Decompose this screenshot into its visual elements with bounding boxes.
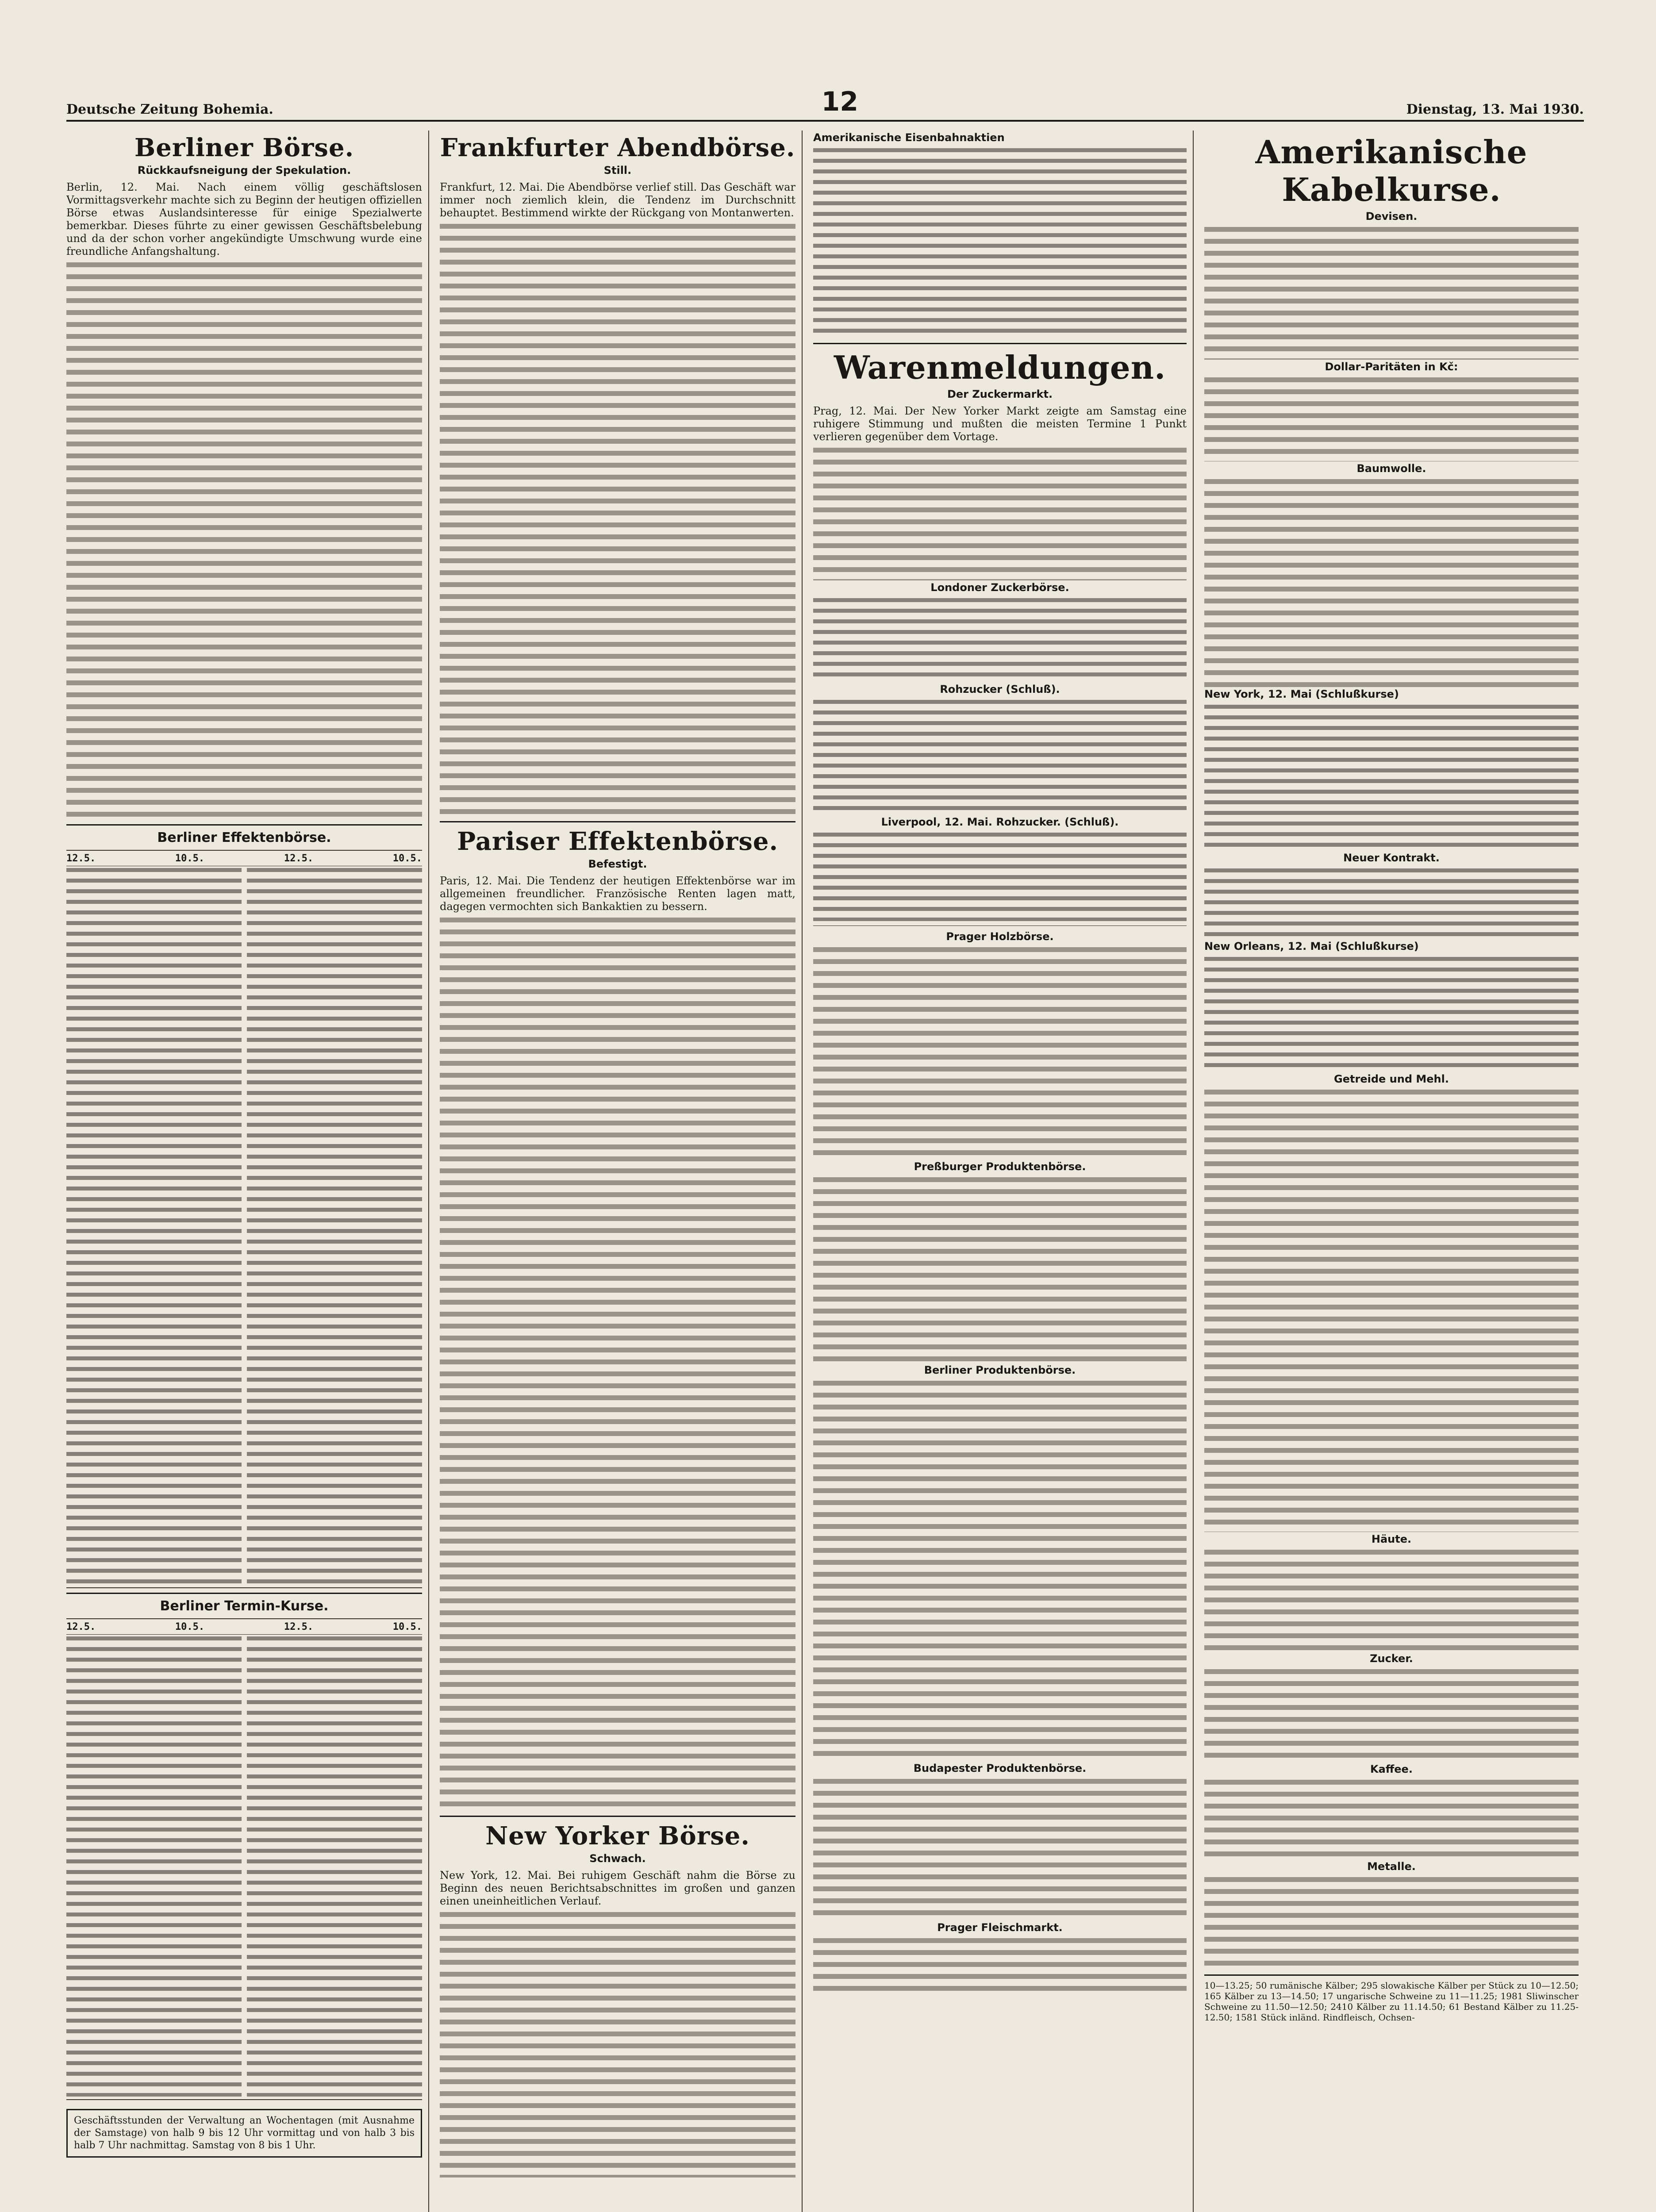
price-table (1204, 868, 1579, 939)
article-body (813, 1779, 1187, 1920)
table-header (66, 853, 422, 866)
section-title-new-yorker: New Yorker Börse. (485, 1821, 750, 1851)
railroad-stock-list (813, 148, 1187, 338)
col-date: 12.5. (66, 1621, 96, 1632)
article-body (1204, 1669, 1579, 1762)
table-rows-right (247, 1636, 422, 2097)
article-body (1204, 1780, 1579, 1859)
subsection-title: New Orleans, 12. Mai (Schlußkurse) (1204, 940, 1419, 952)
article-body (813, 448, 1187, 580)
subsection-title: Kaffee. (1370, 1763, 1413, 1775)
article-lead: New York, 12. Mai. Bei ruhigem Geschäft nahm die Börse zu Beginn des neuen Berichtsabschnittes im großen und ganzen einen uneinheitlichen Verlauf. (440, 1869, 795, 1907)
article-body (813, 1938, 1187, 1991)
table-rows-left (66, 868, 242, 1585)
table-rows-left (66, 1636, 242, 2097)
article-lead: Paris, 12. Mai. Die Tendenz der heutigen Effektenbörse war im allgemeinen freundlicher. Französische Renten lagen matt, dagegen vermochten sich Bankaktien zu bessern. (440, 875, 795, 913)
subsection-title: Berliner Produktenbörse. (924, 1364, 1076, 1376)
price-table (813, 598, 1187, 682)
table-title-termin: Berliner Termin-Kurse. (160, 1598, 329, 1614)
col-date: 10.5. (175, 853, 205, 864)
price-table (1204, 957, 1579, 1072)
article-lead: Berlin, 12. Mai. Nach einem völlig geschäftslosen Vormittagsverkehr machte sich zu Beginn der heutigen offiziellen Börse etwas Auslandsinteresse für einige Spezialwerte bemerkbar. Dieses führte zu einer gewissen Geschäftsbelebung und da der schon vorher angekündigte Umschwung wurde eine freundliche Anfangshaltung. (66, 181, 422, 257)
newspaper-page (66, 86, 1584, 2212)
subsection-title: Baumwolle. (1356, 462, 1426, 475)
table-rows-right (247, 868, 422, 1585)
article-body (813, 1381, 1187, 1761)
article-body (1204, 377, 1579, 461)
article-body (813, 947, 1187, 1160)
article-lead: Frankfurt, 12. Mai. Die Abendbörse verlief still. Das Geschäft war immer noch ziemlich klein, die Tendenz im Durchschnitt behauptet. Bestimmend wirkte der Rückgang von Montanwerten. (440, 181, 795, 219)
subsection-title: Budapester Produktenbörse. (913, 1762, 1087, 1774)
livestock-report: 10—13.25; 50 rumänische Kälber; 295 slowakische Kälber per Stück zu 10—12.50; 165 Kälber zu 13—14.50; 17 ungarische Schweine zu 11—11.25; 1981 Sliwinscher Schweine zu 11.50—12.50; 2410 Kälber zu 11.14.50; 61 Bestand Kälber zu 11.25-12.50; 1581 Stück inländ. Rindfleisch, Ochsen- (1204, 1980, 1579, 2023)
subsection-title: Dollar-Paritäten in Kč: (1325, 361, 1458, 373)
article-body (1204, 1090, 1579, 1532)
section-title-warenmeldungen: Warenmeldungen. (834, 349, 1166, 386)
col-date: 10.5. (175, 1621, 205, 1632)
section-subtitle: Befestigt. (588, 858, 647, 870)
article-body (440, 1912, 795, 2177)
office-hours-notice: Geschäftsstunden der Verwaltung an Wochentagen (mit Ausnahme der Samstage) von halb 9 bis 12 Uhr vormittag und von halb 3 bis halb 7 Uhr nachmittag. Samstag von 8 bis 1 Uhr. (66, 2109, 422, 2158)
column-2 (440, 131, 803, 2212)
section-subtitle: Schwach. (589, 1852, 646, 1865)
column-1 (66, 131, 429, 2212)
article-body (1204, 479, 1579, 687)
issue-date: Dienstag, 13. Mai 1930. (1406, 102, 1584, 117)
table-title-effekten: Berliner Effektenbörse. (157, 830, 331, 845)
subsection-title: Liverpool, 12. Mai. Rohzucker. (Schluß). (881, 816, 1119, 828)
section-subtitle: Amerikanische Eisenbahnaktien (813, 131, 1005, 144)
columns (66, 131, 1584, 2212)
price-table (813, 833, 1187, 921)
section-subtitle: Rückkaufsneigung der Spekulation. (137, 164, 351, 177)
article-body (1204, 1877, 1579, 1970)
subsection-title: Metalle. (1367, 1860, 1416, 1873)
subsection-title: Häute. (1371, 1533, 1412, 1545)
section-title-frankfurter: Frankfurter Abendbörse. (440, 133, 795, 162)
section-subtitle: Still. (603, 164, 632, 177)
subsection-title: Getreide und Mehl. (1334, 1073, 1449, 1085)
section-subtitle: Devisen. (1365, 210, 1418, 223)
table-header (66, 1622, 422, 1635)
subsection-title: Preßburger Produktenbörse. (914, 1160, 1086, 1173)
subsection-title: Prager Fleischmarkt. (937, 1921, 1063, 1934)
col-date: 10.5. (392, 1621, 422, 1632)
subsection-title: Londoner Zuckerbörse. (930, 581, 1069, 594)
col-date: 12.5. (284, 1621, 314, 1632)
masthead (66, 86, 1584, 122)
subsection-title: Rohzucker (Schluß). (940, 683, 1060, 695)
article-body (440, 918, 795, 1811)
col-date: 12.5. (284, 853, 314, 864)
article-body (813, 1177, 1187, 1363)
article-lead: Prag, 12. Mai. Der New Yorker Markt zeigte am Samstag eine ruhigere Stimmung und mußten die meisten Termine 1 Punkt verlieren gegenüber dem Vortage. (813, 405, 1187, 443)
section-title-berliner-boerse: Berliner Börse. (134, 133, 354, 162)
subsection-title: New York, 12. Mai (Schlußkurse) (1204, 688, 1399, 700)
article-body (1204, 227, 1579, 360)
column-4 (1204, 131, 1585, 2212)
page-number: 12 (821, 86, 858, 117)
section-subtitle: Der Zuckermarkt. (947, 388, 1053, 400)
section-title-kabelkurse: Amerikanische Kabelkurse. (1255, 133, 1528, 208)
col-date: 10.5. (392, 853, 422, 864)
termin-table (66, 1618, 422, 2100)
col-date: 12.5. (66, 853, 96, 864)
effekten-table (66, 850, 422, 1588)
price-table (813, 700, 1187, 815)
article-body (66, 262, 422, 820)
article-body (1204, 1550, 1579, 1651)
section-title-pariser: Pariser Effektenbörse. (457, 827, 778, 856)
price-table (1204, 705, 1579, 851)
column-3 (813, 131, 1194, 2212)
newspaper-name: Deutsche Zeitung Bohemia. (66, 102, 273, 117)
subsection-title: Prager Holzbörse. (946, 930, 1054, 943)
subsection-title: Zucker. (1370, 1652, 1413, 1665)
subsection-title: Neuer Kontrakt. (1343, 852, 1440, 864)
article-body (440, 224, 795, 817)
